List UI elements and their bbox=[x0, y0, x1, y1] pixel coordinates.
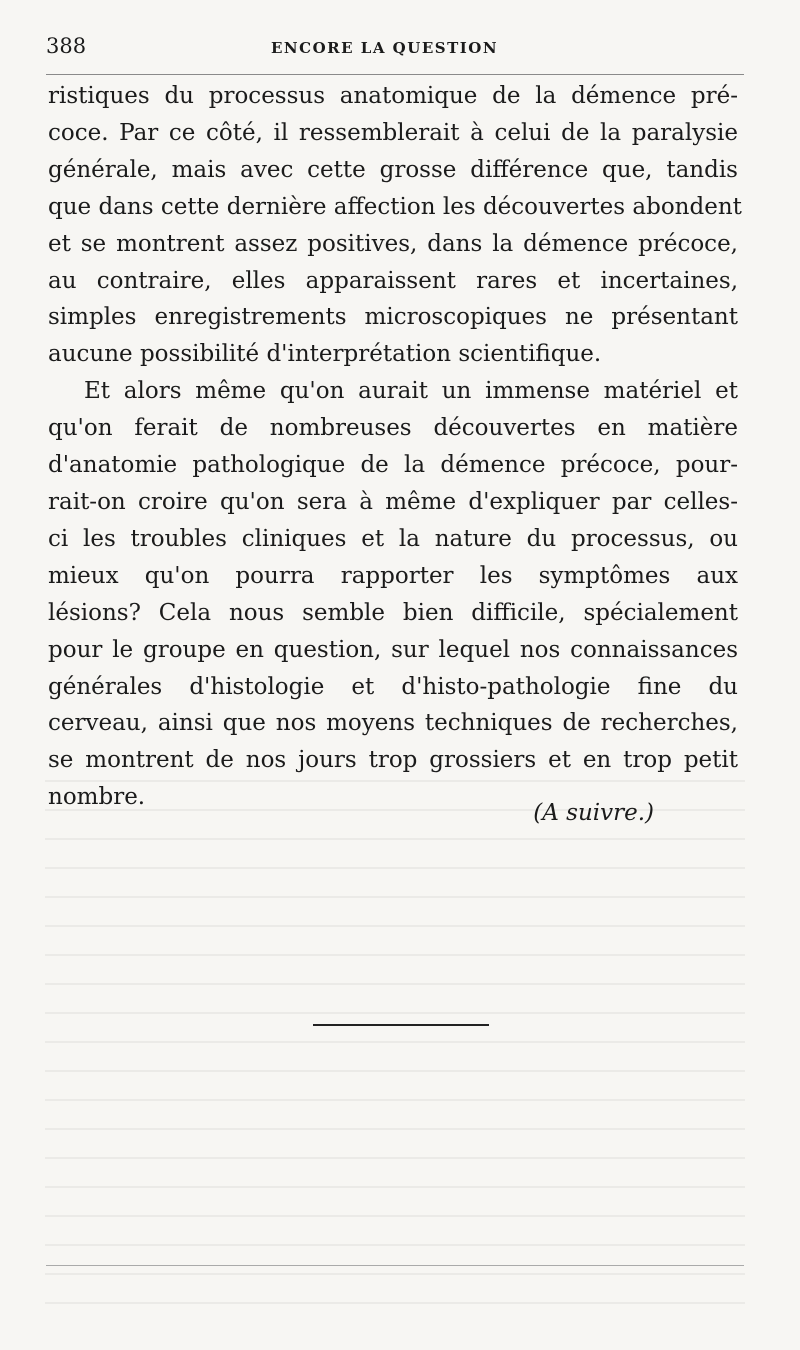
body-text bbox=[48, 78, 742, 816]
text-line: coce. Par ce côté, il ressemblerait à celui de la paralysie bbox=[48, 119, 738, 146]
section-separator-rule bbox=[313, 1024, 489, 1026]
text-line: pour le groupe en question, sur lequel nos connaissances bbox=[48, 636, 738, 663]
bleed-through-footnote-rule bbox=[46, 1265, 744, 1266]
text-line: ci les troubles cliniques et la nature du processus, ou bbox=[48, 525, 738, 552]
text-line: qu'on ferait de nombreuses découvertes en matière bbox=[48, 415, 738, 442]
text-line: simples enregistrements microscopiques ne présentant bbox=[48, 304, 738, 331]
bleed-through-texture bbox=[45, 780, 745, 1320]
paragraph-start-line: Et alors même qu'on aurait un immense matériel et bbox=[84, 378, 738, 405]
a-suivre-text: (A suivre.) bbox=[533, 800, 654, 826]
page-header bbox=[46, 34, 754, 64]
text-line: et se montrent assez positives, dans la démence précoce, bbox=[48, 230, 738, 257]
text-line: se montrent de nos jours trop grossiers et en trop petit bbox=[48, 747, 738, 774]
text-line: générales d'histologie et d'histo-pathologie fine du bbox=[48, 673, 738, 700]
header-rule bbox=[46, 74, 744, 75]
running-title: ENCORE LA QUESTION bbox=[271, 39, 499, 57]
page-number: 388 bbox=[46, 34, 87, 58]
text-line: au contraire, elles apparaissent rares et incertaines, bbox=[48, 267, 738, 294]
text-line: ristiques du processus anatomique de la démence pré- bbox=[48, 83, 738, 109]
text-line: générale, mais avec cette grosse différence que, tandis bbox=[48, 156, 738, 183]
text-line: lésions? Cela nous semble bien difficile, spécialement bbox=[48, 599, 738, 626]
text-line: nombre. bbox=[48, 784, 146, 811]
text-line: aucune possibilité d'interprétation scientifique. bbox=[48, 341, 602, 368]
text-line: d'anatomie pathologique de la démence précoce, pour- bbox=[48, 452, 738, 479]
text-line: cerveau, ainsi que nos moyens techniques de recherches, bbox=[48, 710, 738, 737]
text-line: que dans cette dernière affection les découvertes abondent bbox=[48, 193, 742, 220]
text-line: mieux qu'on pourra rapporter les symptômes aux bbox=[48, 562, 738, 589]
text-line: rait-on croire qu'on sera à même d'expliquer par celles- bbox=[48, 488, 738, 515]
